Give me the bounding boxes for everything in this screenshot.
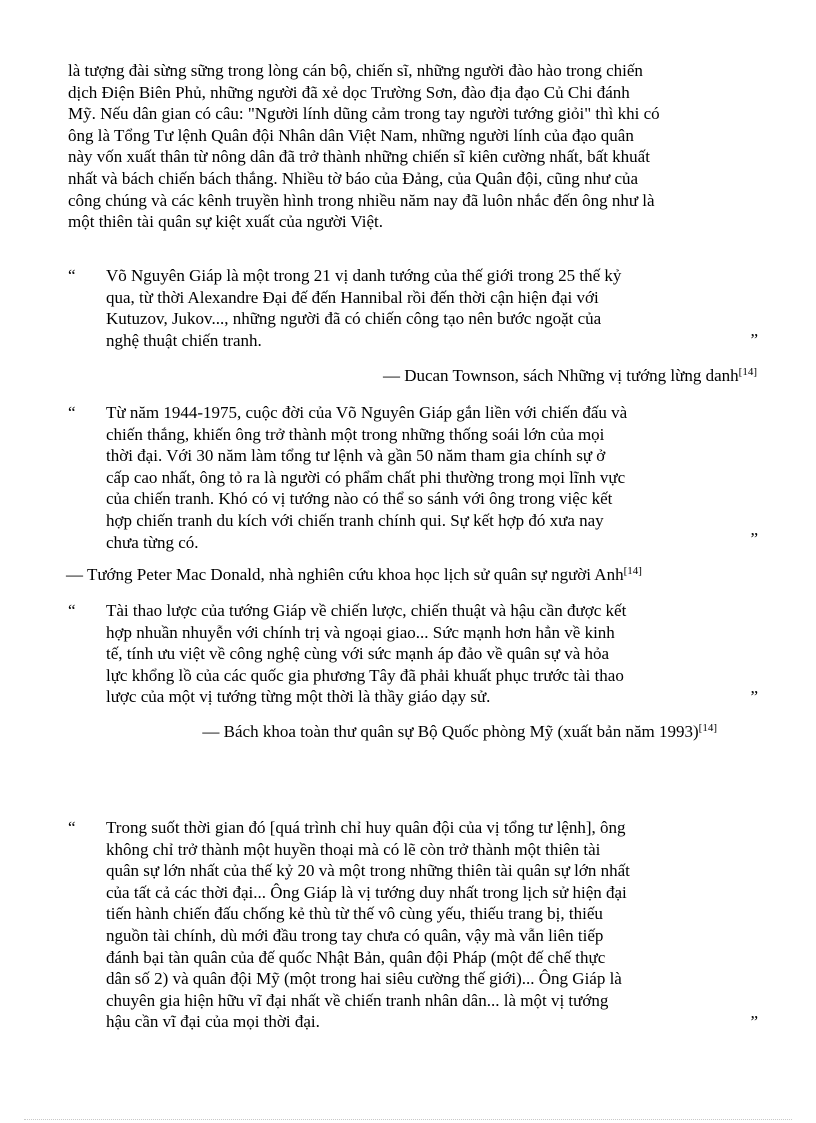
quote-text (106, 817, 630, 1033)
text-line: là tượng đài sừng sững trong lòng cán bộ, chiến sĩ, những người đào hào trong chiến (68, 61, 643, 80)
text-line: của chiến tranh. Khó có vị tướng nào có thể so sánh với ông trong việc kết (106, 489, 613, 509)
attribution-text: — Tướng Peter Mac Donald, nhà nghiên cứu khoa học lịch sử quân sự người Anh (66, 565, 624, 584)
text-line: nguồn tài chính, dù mới đầu trong tay chưa có quân, vậy mà vẫn liên tiếp (106, 925, 604, 945)
text-line: Từ năm 1944-1975, cuộc đời của Võ Nguyên Giáp gắn liền với chiến đấu và (106, 403, 628, 422)
text-line: Mỹ. Nếu dân gian có câu: "Người lính dũng cảm trong tay người tướng giỏi" thì khi có (68, 104, 660, 124)
intro-paragraph (68, 60, 758, 233)
text-line: này vốn xuất thân từ nông dân đã trở thành những chiến sĩ kiên cường nhất, bất khuất (68, 147, 650, 167)
text-line: tế, tính ưu việt về công nghệ cùng với sức mạnh áp đảo về quân sự và hỏa (106, 644, 610, 664)
close-quote-mark: ” (750, 687, 758, 706)
text-line: chiến thắng, khiến ông trở thành một trong những thống soái lớn của mọi (106, 424, 605, 444)
text-line: Trong suốt thời gian đó [quá trình chỉ huy quân đội của vị tổng tư lệnh], ông (106, 818, 626, 837)
attribution-text: — Ducan Townson, sách Những vị tướng lừng danh (382, 366, 739, 385)
text-line: chưa từng có. (106, 532, 199, 552)
text-line: lực khổng lồ của các quốc gia phương Tây đã phải khuất phục trước tài thao (106, 665, 624, 685)
text-line: Võ Nguyên Giáp là một trong 21 vị danh tướng của thế giới trong 25 thế kỷ (106, 266, 622, 285)
attribution-text: — Bách khoa toàn thư quân sự Bộ Quốc phòng Mỹ (xuất bản năm 1993) (202, 722, 699, 741)
quote-text (106, 600, 626, 708)
text-line: tiến hành chiến đấu chống kẻ thù từ thế vô cùng yếu, thiếu trang bị, thiếu (106, 904, 603, 924)
text-line: quân sự lớn nhất của thế kỷ 20 và một trong những thiên tài quân sự lớn nhất (106, 861, 630, 881)
page-bottom-divider (24, 1119, 792, 1120)
text-line: đánh bại tàn quân của đế quốc Nhật Bản, quân đội Pháp (một đế chế thực (106, 947, 606, 967)
text-line: hợp nhuần nhuyễn với chính trị và ngoại giao... Sức mạnh hơn hẳn về kinh (106, 622, 615, 642)
open-quote-mark: “ (68, 601, 76, 620)
text-line: hợp chiến tranh du kích với chiến tranh chính qui. Sự kết hợp đó xưa nay (106, 510, 604, 530)
close-quote-mark: ” (750, 330, 758, 349)
text-line: qua, từ thời Alexandre Đại đế đến Hannibal rồi đến thời cận hiện đại với (106, 287, 599, 307)
text-line: nghệ thuật chiến tranh. (106, 330, 262, 350)
text-line: thời đại. Với 30 năm làm tổng tư lệnh và gần 50 năm tham gia chính sự ở (106, 446, 606, 466)
quote-attribution (66, 565, 642, 585)
open-quote-mark: “ (68, 266, 76, 285)
text-line: công chúng và các kênh truyền hình trong nhiều năm nay đã luôn nhắc đến ông như là (68, 190, 655, 210)
quote-attribution (202, 722, 717, 742)
reference-link[interactable]: [14] (738, 366, 757, 378)
quote-text (106, 265, 621, 351)
text-line: cấp cao nhất, ông tỏ ra là người có phẩm chất phi thường trong mọi lĩnh vực (106, 467, 626, 487)
text-line: Tài thao lược của tướng Giáp về chiến lược, chiến thuật và hậu cần được kết (106, 601, 627, 620)
text-line: của tất cả các thời đại... Ông Giáp là vị tướng duy nhất trong lịch sử hiện đại (106, 882, 627, 902)
text-line: một thiên tài quân sự kiệt xuất của người Việt. (68, 212, 384, 232)
text-line: không chỉ trở thành một huyền thoại mà có lẽ còn trở thành một thiên tài (106, 839, 601, 859)
text-line: nhất và bách chiến bách thắng. Nhiều tờ báo của Đảng, của Quân đội, cũng như của (68, 168, 639, 188)
reference-link[interactable]: [14] (623, 565, 642, 577)
text-line: dịch Điện Biên Phủ, những người đã xẻ dọc Trường Sơn, đào địa đạo Củ Chi đánh (68, 82, 630, 102)
close-quote-mark: ” (750, 1012, 758, 1031)
open-quote-mark: “ (68, 818, 76, 837)
reference-link[interactable]: [14] (698, 722, 717, 734)
text-line: dân số 2) và quân đội Mỹ (một trong hai siêu cường thế giới)... Ông Giáp là (106, 969, 622, 989)
quote-text (106, 402, 627, 553)
text-line: ông là Tổng Tư lệnh Quân đội Nhân dân Việt Nam, những người lính của đạo quân (68, 125, 634, 145)
text-line: lược của một vị tướng từng một thời là thầy giáo dạy sử. (106, 687, 491, 707)
text-line: hậu cần vĩ đại của mọi thời đại. (106, 1012, 320, 1032)
open-quote-mark: “ (68, 403, 76, 422)
close-quote-mark: ” (750, 529, 758, 548)
text-line: chuyên gia hiện hữu vĩ đại nhất về chiến tranh nhân dân... là một vị tướng (106, 990, 609, 1010)
quote-attribution (383, 366, 757, 386)
text-line: Kutuzov, Jukov..., những người đã có chiến công tạo nên bước ngoặt của (106, 309, 602, 329)
